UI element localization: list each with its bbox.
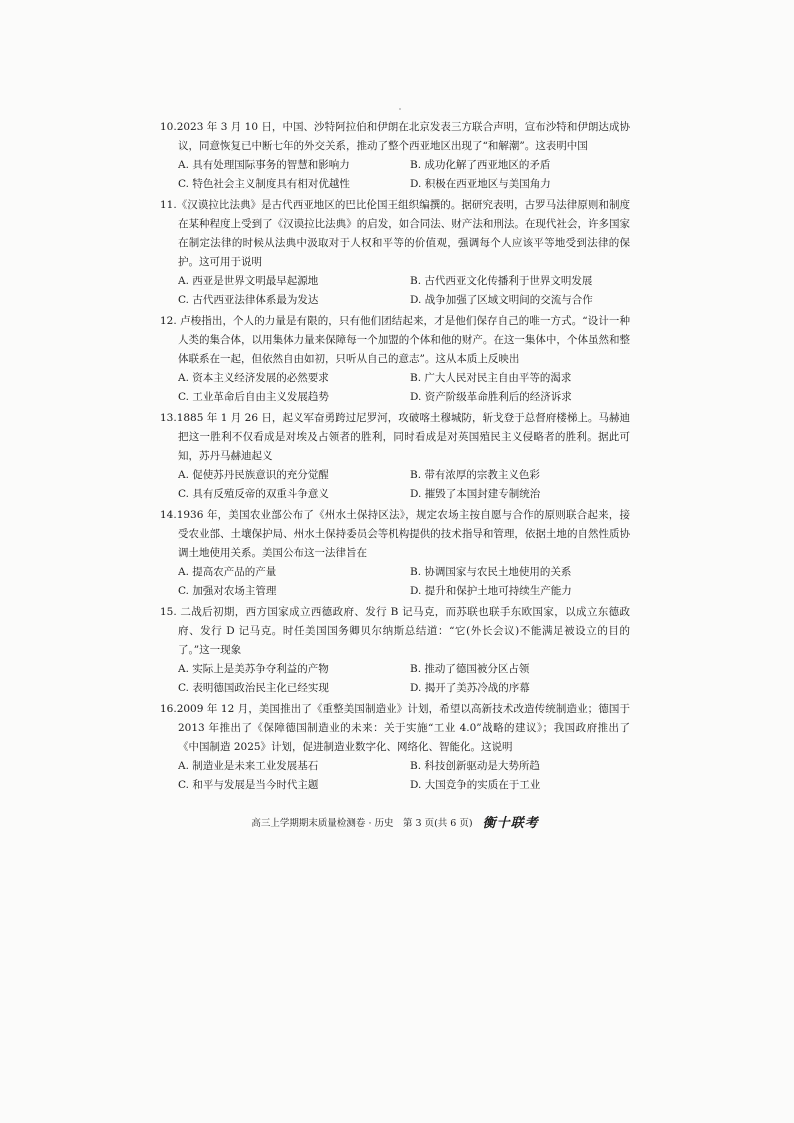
option-grid: [160, 757, 630, 795]
option-d: D. 揭开了美苏冷战的序幕: [410, 682, 530, 694]
option-a: A. 提高农产品的产量: [178, 566, 277, 578]
question-list: [160, 118, 630, 797]
option-grid: [160, 369, 630, 407]
option-c: C. 特色社会主义制度具有相对优越性: [178, 178, 350, 190]
option-a: A. 具有处理国际事务的智慧和影响力: [178, 159, 350, 171]
question-12: [160, 312, 630, 407]
option-b: B. 成功化解了西亚地区的矛盾: [410, 159, 551, 171]
option-grid: [160, 563, 630, 601]
question-16: [160, 700, 630, 795]
option-d: D. 提升和保护土地可持续生产能力: [410, 585, 572, 597]
option-c: C. 加强对农场主管理: [178, 585, 277, 597]
option-d: D. 资产阶级革命胜利后的经济诉求: [410, 391, 572, 403]
option-d: D. 大国竞争的实质在于工业: [410, 779, 541, 791]
option-c: C. 和平与发展是当今时代主题: [178, 779, 319, 791]
option-d: D. 摧毁了本国封建专制统治: [410, 488, 541, 500]
option-a: A. 制造业是未来工业发展基石: [178, 760, 319, 772]
option-b: B. 推动了德国被分区占领: [410, 663, 530, 675]
option-a: A. 资本主义经济发展的必然要求: [178, 372, 329, 384]
question-13: [160, 409, 630, 504]
option-b: B. 广大人民对民主自由平等的渴求: [410, 372, 572, 384]
option-c: C. 具有反殖反帝的双重斗争意义: [178, 488, 329, 500]
exam-logo: 衡十联考: [482, 816, 539, 831]
page-footer: [160, 812, 630, 831]
option-c: C. 古代西亚法律体系最为发达: [178, 294, 319, 306]
option-grid: [160, 156, 630, 194]
question-stem: 14.1936 年，美国农业部公布了《州水土保持区法》，规定农场主按自愿与合作的原则联合起来，接受农业部、土壤保护局、州水土保持委员会等机构提供的技术指导和管理，依据土地的自然性质协调土地使用关系。美国公布这一法律旨在: [160, 509, 630, 559]
option-d: D. 积极在西亚地区与美国角力: [410, 178, 551, 190]
question-stem: 10.2023 年 3 月 10 日，中国、沙特阿拉伯和伊朗在北京发表三方联合声明，宣布沙特和伊朗达成协议，同意恢复已中断七年的外交关系，推动了整个西亚地区出现了“和解潮”。这表明中国: [160, 121, 630, 152]
question-stem: 13.1885 年 1 月 26 日，起义军奋勇跨过尼罗河，攻破喀土穆城防，斩戈登于总督府楼梯上。马赫迪把这一胜利不仅看成是对埃及占领者的胜利，同时看成是对英国殖民主义侵略者的胜利。据此可知，苏丹马赫迪起义: [160, 412, 630, 462]
scan-speck: [399, 108, 401, 110]
question-stem: 15. 二战后初期，西方国家成立西德政府、发行 B 记马克，而苏联也联手东欧国家，以成立东德政府、发行 D 记马克。时任美国国务卿贝尔纳斯总结道：“它(外长会议)不能满足被设立的目的了。”这一现象: [160, 606, 630, 656]
question-15: [160, 603, 630, 698]
option-a: A. 促使苏丹民族意识的充分觉醒: [178, 469, 329, 481]
option-c: C. 表明德国政治民主化已经实现: [178, 682, 329, 694]
option-c: C. 工业革命后自由主义发展趋势: [178, 391, 329, 403]
option-grid: [160, 660, 630, 698]
question-14: [160, 506, 630, 601]
question-10: [160, 118, 630, 194]
option-grid: [160, 272, 630, 310]
option-b: B. 带有浓厚的宗教主义色彩: [410, 469, 540, 481]
option-b: B. 科技创新驱动是大势所趋: [410, 760, 540, 772]
option-d: D. 战争加强了区域文明间的交流与合作: [410, 294, 593, 306]
question-11: [160, 196, 630, 310]
footer-text: 高三上学期期末质量检测卷 · 历史 第 3 页(共 6 页): [251, 817, 473, 829]
option-a: A. 实际上是美苏争夺利益的产物: [178, 663, 329, 675]
question-stem: 16.2009 年 12 月，美国推出了《重整美国制造业》计划，希望以高新技术改造传统制造业；德国于 2013 年推出了《保障德国制造业的未来：关于实施“工业 4.0”战略的建议》；我国政府推出了《中国制造 2025》计划，促进制造业数字化、网络化、智能化。这说明: [160, 703, 630, 753]
question-stem: 12. 卢梭指出，个人的力量是有限的，只有他们团结起来，才是他们保存自己的唯一方式。“设计一种人类的集合体，以用集体力量来保障每一个加盟的个体和他的财产。在这一集体中，个体虽然和整体联系在一起，但依然自由如初，只听从自己的意志”。这从本质上反映出: [160, 315, 630, 365]
option-b: B. 协调国家与农民土地使用的关系: [410, 566, 572, 578]
question-stem: 11.《汉谟拉比法典》是古代西亚地区的巴比伦国王组织编撰的。据研究表明，古罗马法律原则和制度在某种程度上受到了《汉谟拉比法典》的启发，如合同法、财产法和刑法。在现代社会，许多国家在制定法律的时候从法典中汲取对于人权和平等的价值观，强调每个人应该平等地受到法律的保护。这可用于说明: [160, 199, 630, 268]
option-a: A. 西亚是世界文明最早起源地: [178, 275, 319, 287]
option-b: B. 古代西亚文化传播利于世界文明发展: [410, 275, 593, 287]
option-grid: [160, 466, 630, 504]
